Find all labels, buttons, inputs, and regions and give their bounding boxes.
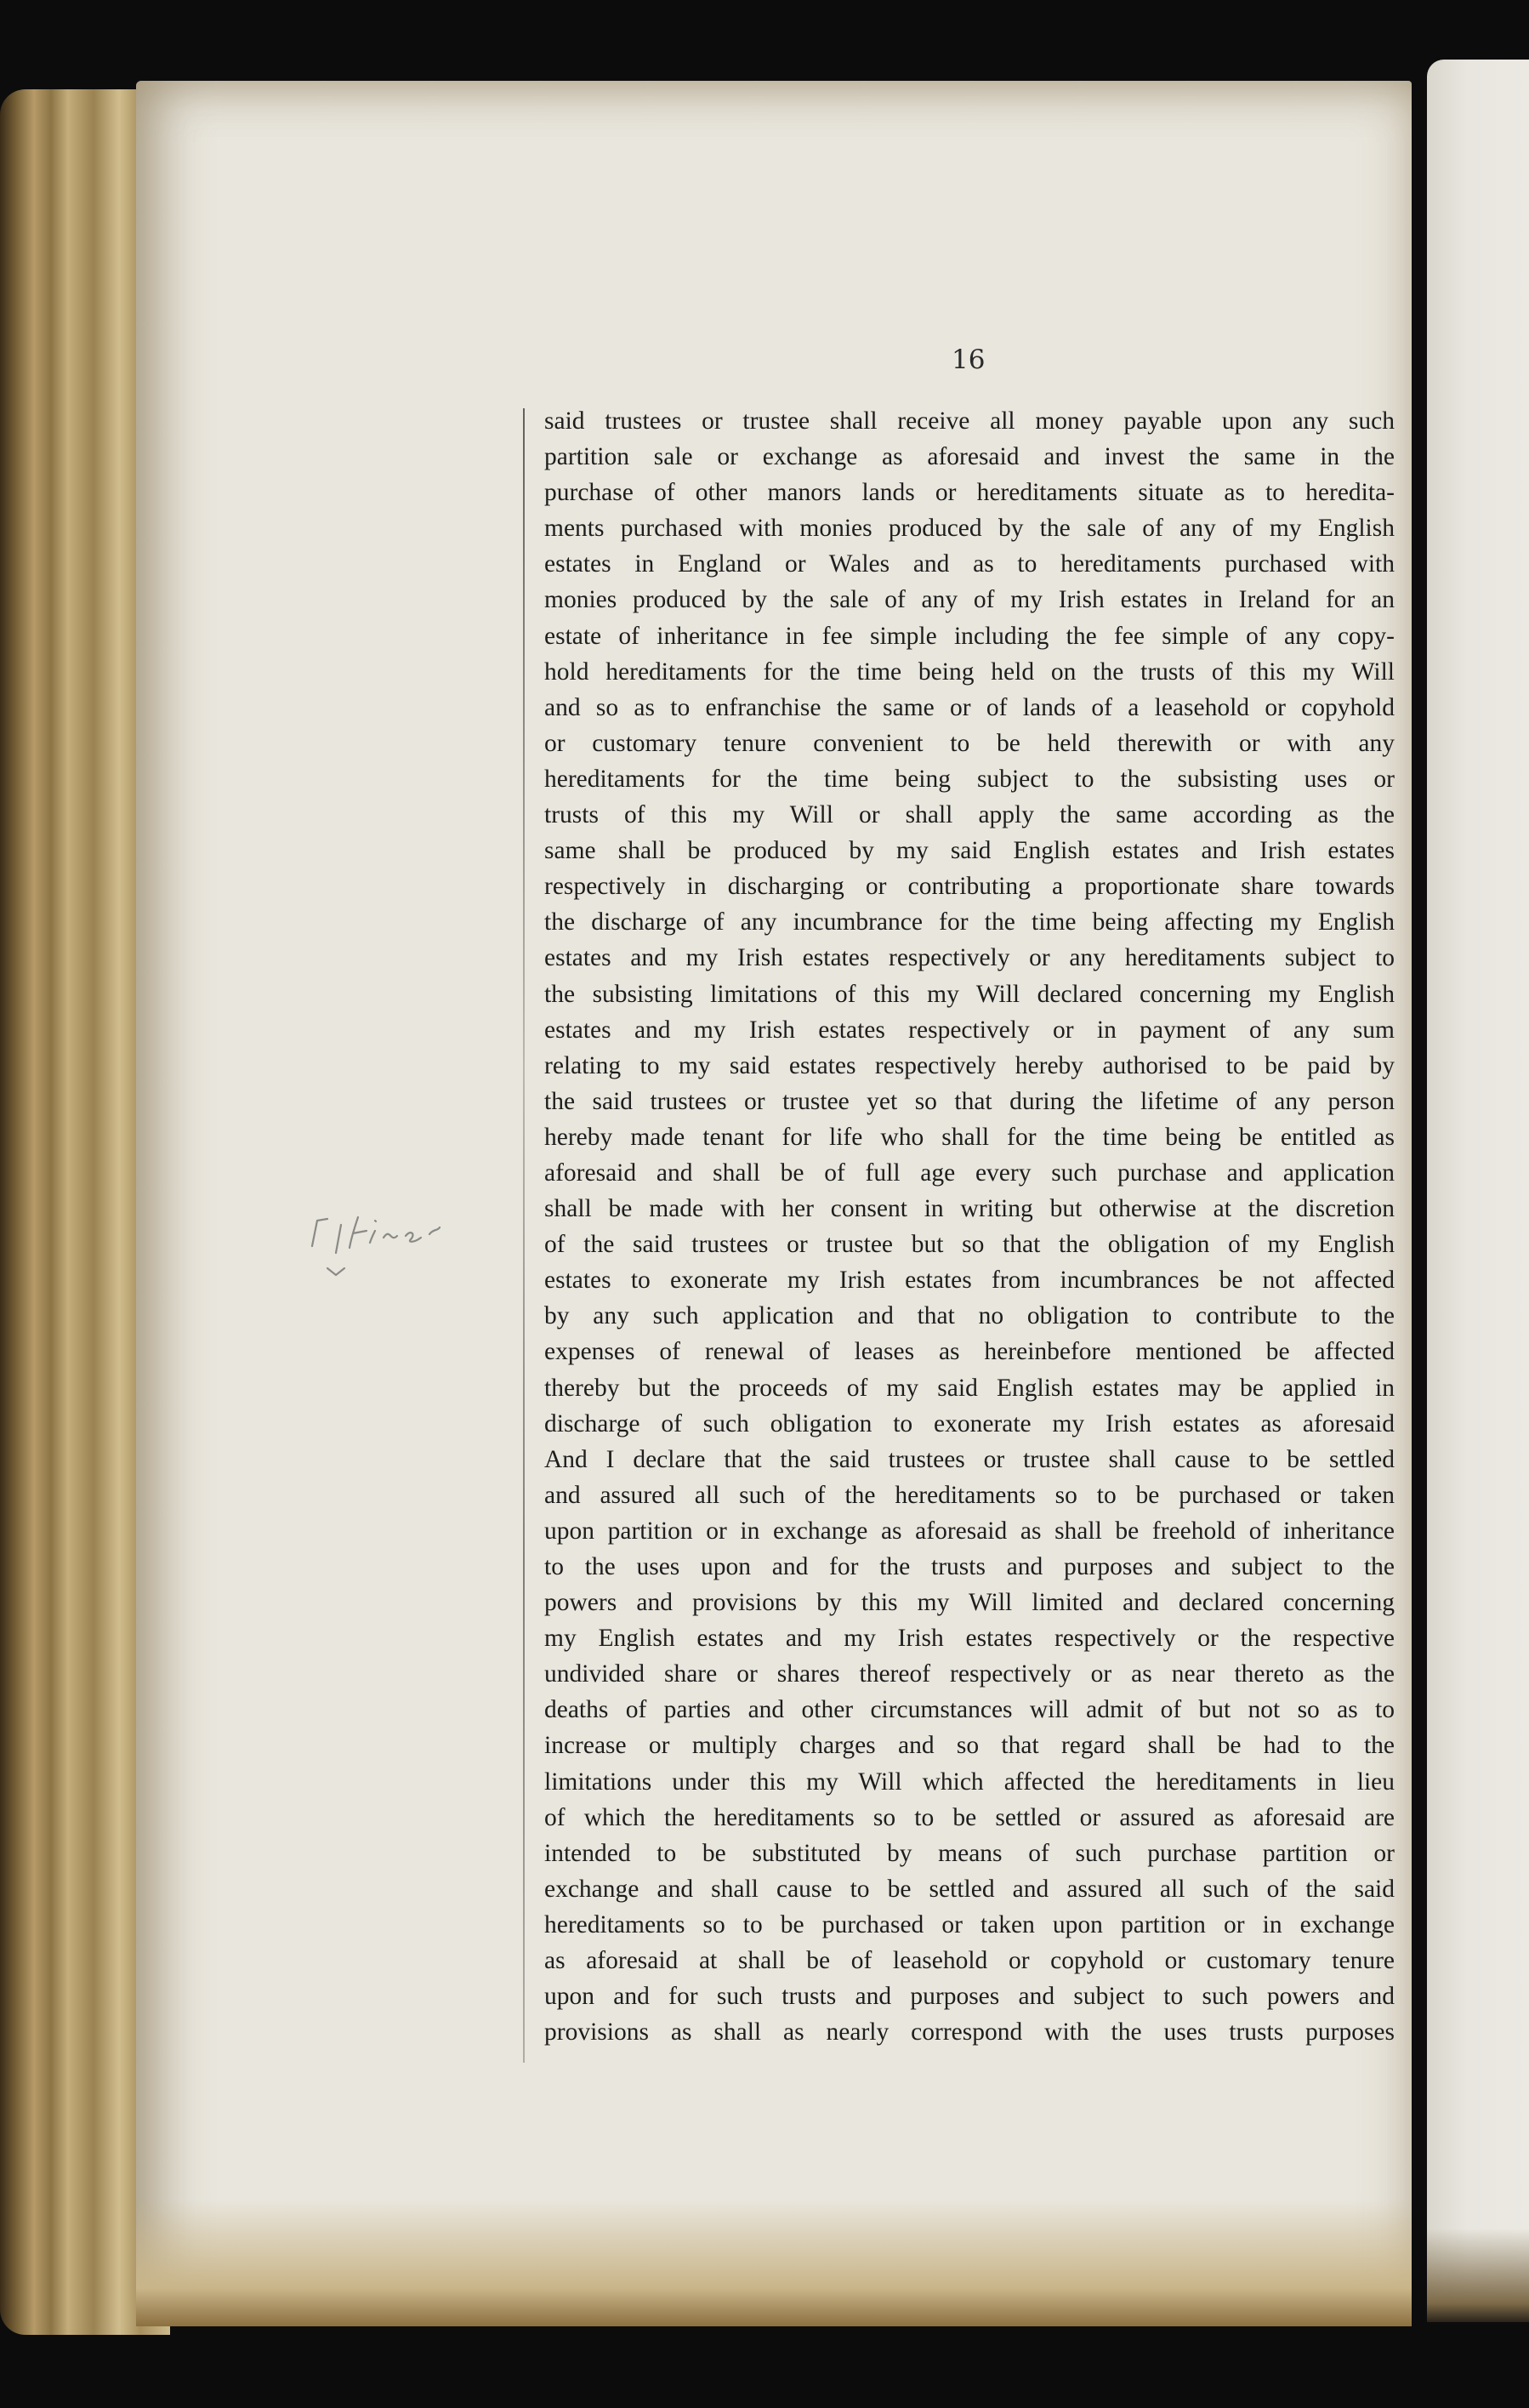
facing-page: [1427, 60, 1529, 2322]
text-line: to the uses upon and for the trusts and purposes and subject to the: [544, 1553, 1395, 1580]
text-line: upon partition or in exchange as aforesaid as shall be freehold of inheritance: [544, 1517, 1395, 1545]
text-line: purchase of other manors lands or hereditaments situate as to heredita-: [544, 479, 1395, 507]
text-line: estates to exonerate my Irish estates from incumbrances be not affected: [544, 1267, 1395, 1295]
text-line: monies produced by the sale of any of my Irish estates in Ireland for an: [544, 586, 1395, 614]
text-line: the said trustees or trustee yet so that during the lifetime of any person: [544, 1087, 1395, 1115]
text-line: expenses of renewal of leases as hereinbefore mentioned be affected: [544, 1338, 1395, 1366]
text-line: deaths of parties and other circumstances will admit of but not so as to: [544, 1696, 1395, 1724]
text-line: powers and provisions by this my Will limited and declared concerning: [544, 1589, 1395, 1617]
page-number: 16: [952, 344, 986, 375]
body-text: [544, 403, 1395, 2050]
text-line: as aforesaid at shall be of leasehold or copyhold or customary tenure: [544, 1947, 1395, 1975]
text-line: upon and for such trusts and purposes and subject to such powers and: [544, 1983, 1395, 2011]
text-line: by any such application and that no obligation to contribute to the: [544, 1302, 1395, 1330]
text-line: the discharge of any incumbrance for the time being affecting my English: [544, 908, 1395, 936]
text-line: of the said trustees or trustee but so that the obligation of my English: [544, 1231, 1395, 1259]
text-line: provisions as shall as nearly correspond with the uses trusts purposes: [544, 2018, 1395, 2047]
text-line: respectively in discharging or contributing a proportionate share towards: [544, 873, 1395, 901]
pencil-annotation: [302, 1187, 446, 1289]
text-line: estates and my Irish estates respectively or in payment of any sum: [544, 1016, 1395, 1044]
text-line: or customary tenure convenient to be held therewith or with any: [544, 729, 1395, 757]
text-line: shall be made with her consent in writing but otherwise at the discretion: [544, 1195, 1395, 1223]
text-line: same shall be produced by my said English estates and Irish estates: [544, 837, 1395, 865]
text-line: exchange and shall cause to be settled and assured all such of the said: [544, 1875, 1395, 1903]
text-line: undivided share or shares thereof respectively or as near thereto as the: [544, 1660, 1395, 1688]
text-line: and so as to enfranchise the same or of lands of a leasehold or copyhold: [544, 693, 1395, 721]
text-line: ments purchased with monies produced by the sale of any of my English: [544, 515, 1395, 543]
text-line: and assured all such of the hereditaments so to be purchased or taken: [544, 1481, 1395, 1509]
text-line: trusts of this my Will or shall apply the same according as the: [544, 801, 1395, 829]
text-line: hereby made tenant for life who shall for the time being be entitled as: [544, 1123, 1395, 1151]
text-line: discharge of such obligation to exonerate my Irish estates as aforesaid: [544, 1409, 1395, 1437]
text-line: increase or multiply charges and so that regard shall be had to the: [544, 1732, 1395, 1760]
text-line: relating to my said estates respectively hereby authorised to be paid by: [544, 1051, 1395, 1079]
text-line: my English estates and my Irish estates respectively or the respective: [544, 1625, 1395, 1653]
text-line: partition sale or exchange as aforesaid and invest the same in the: [544, 443, 1395, 471]
text-line: And I declare that the said trustees or trustee shall cause to be settled: [544, 1445, 1395, 1473]
text-line: estates and my Irish estates respectively or any hereditaments subject to: [544, 944, 1395, 972]
text-line: estate of inheritance in fee simple including the fee simple of any copy-: [544, 622, 1395, 650]
text-line: said trustees or trustee shall receive all money payable upon any such: [544, 407, 1395, 435]
text-line: hereditaments so to be purchased or taken upon partition or in exchange: [544, 1910, 1395, 1938]
margin-line: [523, 408, 525, 2063]
text-line: hereditaments for the time being subject to the subsisting uses or: [544, 765, 1395, 793]
text-line: aforesaid and shall be of full age every such purchase and application: [544, 1158, 1395, 1187]
text-line: of which the hereditaments so to be settled or assured as aforesaid are: [544, 1803, 1395, 1831]
text-line: estates in England or Wales and as to hereditaments purchased with: [544, 550, 1395, 578]
text-line: the subsisting limitations of this my Will declared concerning my English: [544, 980, 1395, 1008]
text-line: thereby but the proceeds of my said English estates may be applied in: [544, 1374, 1395, 1402]
text-line: hold hereditaments for the time being held on the trusts of this my Will: [544, 658, 1395, 686]
text-line: intended to be substituted by means of such purchase partition or: [544, 1839, 1395, 1867]
text-line: limitations under this my Will which affected the hereditaments in lieu: [544, 1768, 1395, 1796]
